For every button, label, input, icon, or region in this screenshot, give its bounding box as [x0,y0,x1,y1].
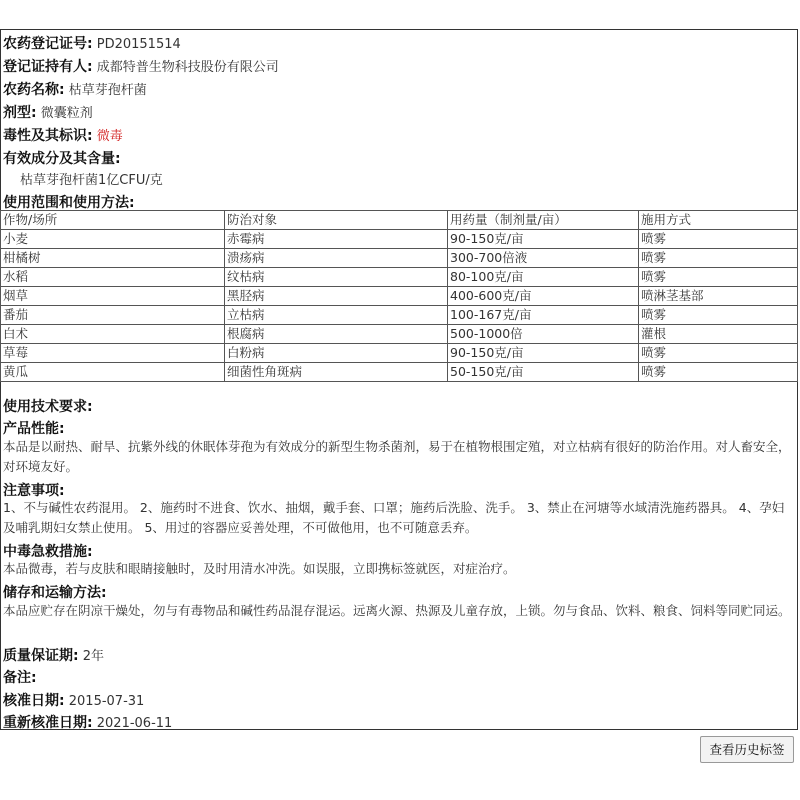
crop-cell: 黄瓜 [1,363,225,382]
usage-table [0,210,798,382]
approval-date-row [3,690,144,710]
dosage-cell: 300-700倍液 [448,249,639,268]
storage-text: 本品应贮存在阴凉干燥处，勿与有毒物品和碱性药品混存混运。远离火源、热源及儿童存放，上锁。勿与食品、饮料、粮食、饲料等同贮同运。 [3,603,791,618]
formulation-row [3,102,93,122]
header-method: 施用方式 [639,211,798,230]
usage-table-header [1,211,798,230]
dosage-cell: 90-150克/亩 [448,344,639,363]
table-row [1,363,798,382]
reapproval-date-label: 重新核准日期: [3,715,93,731]
toxicity-value: 微毒 [96,129,123,144]
toxicity-row [3,125,123,145]
shelf-life-row [3,645,104,665]
tech-req-label: 使用技术要求: [3,399,93,415]
performance-heading [3,418,65,438]
reg-no-row [3,33,181,53]
pesticide-name-value: 枯草芽孢杆菌 [68,83,147,98]
tech-req-heading [3,396,93,416]
table-row [1,287,798,306]
shelf-life-value: 2年 [82,649,105,664]
precautions-label: 注意事项: [3,483,65,499]
pesticide-name-label: 农药名称: [3,82,65,98]
target-cell: 根腐病 [225,325,448,344]
dosage-cell: 400-600克/亩 [448,287,639,306]
crop-cell: 草莓 [1,344,225,363]
crop-cell: 烟草 [1,287,225,306]
dosage-cell: 50-150克/亩 [448,363,639,382]
target-cell: 纹枯病 [225,268,448,287]
usage-label: 使用范围和使用方法: [3,195,135,211]
table-row [1,325,798,344]
first-aid-text: 本品微毒，若与皮肤和眼睛接触时，及时用清水冲洗。如误服，立即携标签就医，对症治疗。 [3,561,516,576]
pesticide-name-row [3,79,147,99]
method-cell: 喷雾 [639,268,798,287]
storage-heading [3,582,107,602]
dosage-cell: 100-167克/亩 [448,306,639,325]
crop-cell: 水稻 [1,268,225,287]
active-ingredient-value: 枯草芽孢杆菌1亿CFU/克 [20,173,163,188]
first-aid-label: 中毒急救措施: [3,544,93,560]
approval-date-label: 核准日期: [3,693,65,709]
target-cell: 立枯病 [225,306,448,325]
crop-cell: 番茄 [1,306,225,325]
target-cell: 白粉病 [225,344,448,363]
method-cell: 喷雾 [639,306,798,325]
reapproval-date-row [3,712,172,732]
reg-no-value: PD20151514 [96,37,181,52]
remarks-row [3,667,37,687]
header-target: 防治对象 [225,211,448,230]
approval-date-value: 2015-07-31 [68,694,145,709]
storage-label: 储存和运输方法: [3,585,107,601]
active-ingredient-heading [3,148,121,168]
table-row [1,230,798,249]
dosage-cell: 500-1000倍 [448,325,639,344]
crop-cell: 小麦 [1,230,225,249]
precautions-heading [3,480,65,500]
table-row [1,249,798,268]
holder-value: 成都特普生物科技股份有限公司 [96,60,279,75]
method-cell: 喷雾 [639,249,798,268]
header-dosage: 用药量（制剂量/亩） [448,211,639,230]
shelf-life-label: 质量保证期: [3,648,79,664]
target-cell: 赤霉病 [225,230,448,249]
table-row [1,344,798,363]
dosage-cell: 80-100克/亩 [448,268,639,287]
method-cell: 喷雾 [639,363,798,382]
method-cell: 灌根 [639,325,798,344]
reapproval-date-value: 2021-06-11 [96,716,173,731]
holder-label: 登记证持有人: [3,59,93,75]
target-cell: 黑胫病 [225,287,448,306]
target-cell: 溃疡病 [225,249,448,268]
first-aid-heading [3,541,93,561]
method-cell: 喷雾 [639,344,798,363]
formulation-value: 微囊粒剂 [40,106,93,121]
method-cell: 喷淋茎基部 [639,287,798,306]
dosage-cell: 90-150克/亩 [448,230,639,249]
active-ingredient-row [20,169,163,188]
method-cell: 喷雾 [639,230,798,249]
active-ingredient-label: 有效成分及其含量: [3,151,121,167]
crop-cell: 柑橘树 [1,249,225,268]
crop-cell: 白术 [1,325,225,344]
usage-heading [3,192,135,212]
table-row [1,306,798,325]
formulation-label: 剂型: [3,105,37,121]
holder-row [3,56,279,76]
performance-text: 本品是以耐热、耐旱、抗紫外线的休眠体芽孢为有效成分的新型生物杀菌剂，易于在植物根围定殖，对立枯病有很好的防治作用。对人畜安全，对环境友好。 [3,439,791,474]
reg-no-label: 农药登记证号: [3,36,93,52]
performance-label: 产品性能: [3,421,65,437]
precautions-text: 1、不与碱性农药混用。 2、施药时不进食、饮水、抽烟，戴手套、口罩；施药后洗脸、洗手。 3、禁止在河塘等水域清洗施药器具。 4、孕妇及哺乳期妇女禁止使用。 5、用过的容器应妥善处理，不可做他用，也不可随意丢弃。 [3,500,785,535]
remarks-label: 备注: [3,670,37,686]
view-history-label-button[interactable]: 查看历史标签 [700,736,794,763]
toxicity-label: 毒性及其标识: [3,128,93,144]
header-crop: 作物/场所 [1,211,225,230]
target-cell: 细菌性角斑病 [225,363,448,382]
table-row [1,268,798,287]
